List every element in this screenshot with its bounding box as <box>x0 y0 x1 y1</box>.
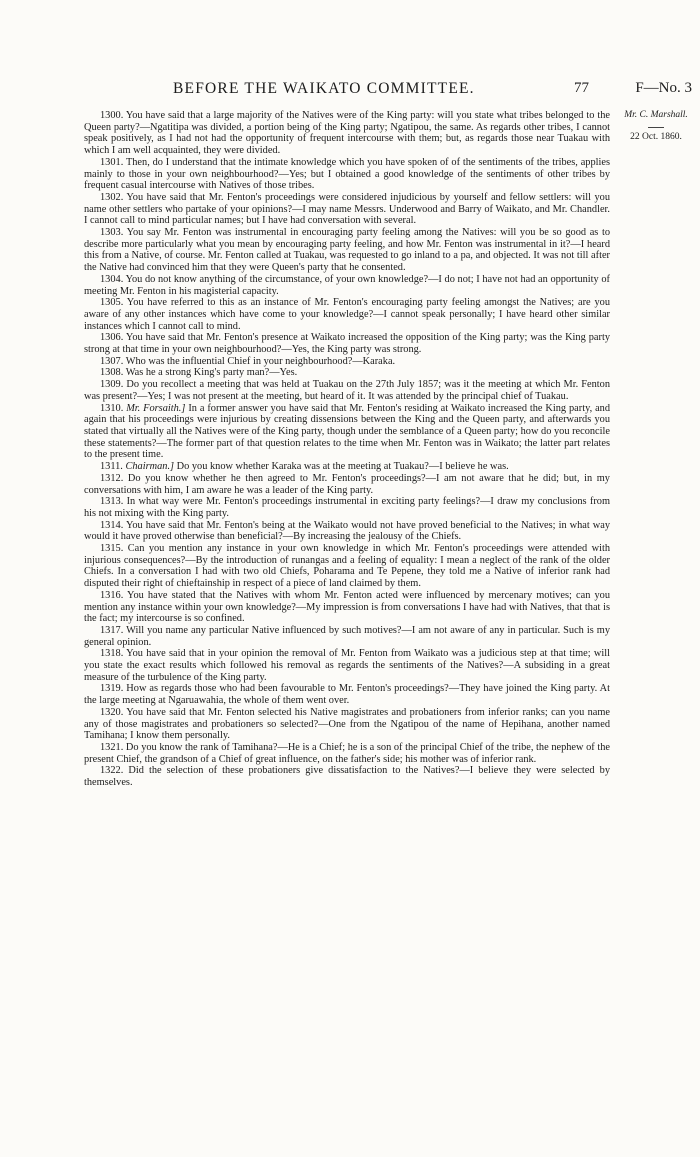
page-header <box>60 80 692 102</box>
question-paragraph <box>84 367 610 379</box>
evidence-body <box>84 110 610 789</box>
question-paragraph <box>84 332 610 355</box>
page-title: BEFORE THE WAIKATO COMMITTEE. <box>173 80 475 97</box>
question-text: You have stated that the Natives with whom Mr. Fenton acted were influenced by mercenary motives; can you mention any instance within your own knowledge?—My impression is from conversations I have had with Natives, that that is the fact; my intercourse is so confined. <box>84 589 611 625</box>
question-text: You have said that Mr. Fenton's proceedings were considered injudicious by yourself and fellow settlers: will you name other settlers who partake of your opinions?—I may name Messrs. Underwood and Barry of Waikato, and Mr. Chandler. I cannot call to mind particular names; but I have had conversation with several. <box>84 191 610 227</box>
question-paragraph <box>84 765 610 788</box>
speaker-label: Chairman.] <box>125 461 175 473</box>
question-number: 1322. <box>100 765 124 777</box>
question-number: 1301. <box>100 156 124 168</box>
question-text: You have referred to this as an instance of Mr. Fenton's encouraging party feeling amongst the Natives; are you aware of any other instances which have come to your knowledge?—I cannot speak personally; I have heard other similar instances which I cannot call to mind. <box>84 297 611 332</box>
question-text: Who was the influential Chief in your neighbourhood?—Karaka. <box>125 355 396 367</box>
question-number: 1317. <box>100 624 124 636</box>
question-number: 1314. <box>100 519 124 531</box>
question-paragraph <box>84 648 610 683</box>
question-number: 1304. <box>100 273 124 285</box>
question-paragraph <box>84 496 610 519</box>
question-paragraph <box>84 379 610 402</box>
question-paragraph <box>84 110 610 157</box>
page-number: 77 <box>574 80 589 96</box>
question-text: Do you know whether he then agreed to Mr. Fenton's proceedings?—I am not aware that he did; but, in my conversations with him, I am aware he was a leader of the King party. <box>84 472 610 496</box>
evidence-date: 22 Oct. 1860. <box>630 132 682 142</box>
question-number: 1313. <box>100 496 124 508</box>
question-text: You have said that in your opinion the removal of Mr. Fenton from Waikato was a judicious step at that time; will you state the exact results which followed his removal as regards the sentiments of the Natives?—A subsiding in a great measure of the turbulence of the King party. <box>84 648 610 683</box>
question-number: 1308. <box>100 367 124 379</box>
speaker-label: Mr. Forsaith.] <box>126 402 186 414</box>
question-text: Did the selection of these probationers give dissatisfaction to the Natives?—I believe they were selected by themselves. <box>84 765 610 789</box>
question-paragraph <box>84 403 610 462</box>
question-text: How as regards those who had been favourable to Mr. Fenton's proceedings?—They have joined the King party. At the large meeting at Ngaruawahia, the whole of them went over. <box>84 683 610 707</box>
question-number: 1307. <box>100 355 124 367</box>
question-paragraph <box>84 192 610 227</box>
question-paragraph <box>84 157 610 192</box>
question-number: 1321. <box>100 741 124 753</box>
question-paragraph <box>84 473 610 496</box>
question-text: Will you name any particular Native influenced by such motives?—I am not aware of any in particular. Such is my general opinion. <box>84 624 610 648</box>
question-number: 1312. <box>100 472 124 484</box>
question-number: 1315. <box>100 543 124 555</box>
question-paragraph <box>84 461 610 473</box>
question-number: 1318. <box>100 648 124 660</box>
witness-name: Mr. C. Marshall. <box>624 110 688 120</box>
question-text: Do you recollect a meeting that was held at Tuakau on the 27th July 1857; was it the meeting at which Mr. Fenton was present?—Yes; I was not present at the meeting, but heard of it. It was attended by the principal chief of Tuakau. <box>84 379 610 402</box>
question-text: You have said that a large majority of the Natives were of the King party: will you state what tribes belonged to the Queen party?—Ngatitipa was divided, a portion being of the King party; Ngatipou, the same. As regards other tribes, I cannot speak positively, as I had not had the opportunity of frequent intercourse with them; but, as regards those near Tuakau with which I am well acquainted, they were divided. <box>84 110 610 157</box>
question-number: 1311. <box>100 461 123 473</box>
question-text: You have said that Mr. Fenton's presence at Waikato increased the opposition of the King party; was the King party strong at that time in your own neighbourhood?—Yes, the King party was strong. <box>84 332 611 356</box>
question-number: 1300. <box>100 110 124 121</box>
question-paragraph <box>84 590 610 625</box>
question-text: You say Mr. Fenton was instrumental in encouraging party feeling among the Natives: will you be so good as to describe more particularly what you mean by encouraging party feeling, and how Mr. Fenton was instrumental in it?—I heard this from a Native, of course. Mr. Fenton called at Tuakau, was requested to go inland to a pa, and objected. It was not till after the Native had convinced him that they were Queen's party that he consented. <box>84 227 611 274</box>
question-text: In what way were Mr. Fenton's proceedings instrumental in exciting party feelings?—I draw my conclusions from his not mixing with the King party. <box>84 496 610 519</box>
question-text: Do you know whether Karaka was at the meeting at Tuakau?—I believe he was. <box>176 461 509 473</box>
question-text: You have said that Mr. Fenton's being at the Waikato would not have proved beneficial to the Natives; in what way would it have proved otherwise than beneficial?—By increasing the jealousy of the Chiefs. <box>84 519 611 543</box>
question-text: Can you mention any instance in your own knowledge in which Mr. Fenton's proceedings were attended with injurious consequences?—By the introduction of runangas and a feeling of equality: I mean a neglect of the rank of the older Chiefs. In a conversation I had with two old Chiefs, Poharama and Te Pepene, they told me a Native of inferior rank had disputed their right of chieftainship in respect of a piece of land claimed by them. <box>84 543 610 590</box>
question-number: 1306. <box>100 332 124 344</box>
question-text: Do you know the rank of Tamihana?—He is a Chief; he is a son of the principal Chief of the tribe, the nephew of the present Chief, the grandson of a Chief of great influence, on the father's side; his mother was of inferior rank. <box>84 741 610 765</box>
question-text: You have said that Mr. Fenton selected his Native magistrates and probationers from inferior ranks; can you name any of those magistrates and probationers so selected?—One from the Ngatipou of the name of Hepihana, another named Tamihana; I know them personally. <box>84 706 611 742</box>
question-paragraph <box>84 297 610 332</box>
question-text: Then, do I understand that the intimate knowledge which you have spoken of of the sentiments of the tribes, applies mainly to those in your own neighbourhood?—Yes; but I obtained a good knowledge of the sentiments of other tribes by frequent casual intercourse with Natives of those tribes. <box>84 156 610 192</box>
question-number: 1310. <box>100 402 124 414</box>
question-number: 1309. <box>100 379 124 391</box>
question-text: Was he a strong King's party man?—Yes. <box>125 367 298 379</box>
question-number: 1319. <box>100 683 124 695</box>
question-paragraph <box>84 520 610 543</box>
question-number: 1316. <box>100 589 124 601</box>
question-number: 1303. <box>100 227 124 239</box>
question-paragraph <box>84 274 610 297</box>
margin-note <box>618 110 694 142</box>
question-text: You do not know anything of the circumstance, of your own knowledge?—I do not; I have not had an opportunity of meeting Mr. Fenton in his magisterial capacity. <box>84 273 610 297</box>
margin-divider <box>648 127 664 128</box>
question-paragraph <box>84 683 610 706</box>
question-number: 1302. <box>100 191 124 203</box>
paper-reference: F—No. 3 <box>635 80 692 96</box>
question-paragraph <box>84 742 610 765</box>
question-paragraph <box>84 707 610 742</box>
question-number: 1305. <box>100 297 124 309</box>
question-paragraph <box>84 356 610 368</box>
question-paragraph <box>84 625 610 648</box>
question-paragraph <box>84 227 610 274</box>
question-paragraph <box>84 543 610 590</box>
question-number: 1320. <box>100 706 124 718</box>
question-text: In a former answer you have said that Mr. Fenton's residing at Waikato increased the King party, and again that his proceedings were injurious by creating dissensions between the King and the Queen party, and afterwards you stated that virtually all the Natives were of the King party, though under the semblance of a Queen party; how do you reconcile these statements?—The former part of that question relates to the time when Mr. Fenton was in Waikato; the latter part relates to the present time. <box>84 402 610 461</box>
